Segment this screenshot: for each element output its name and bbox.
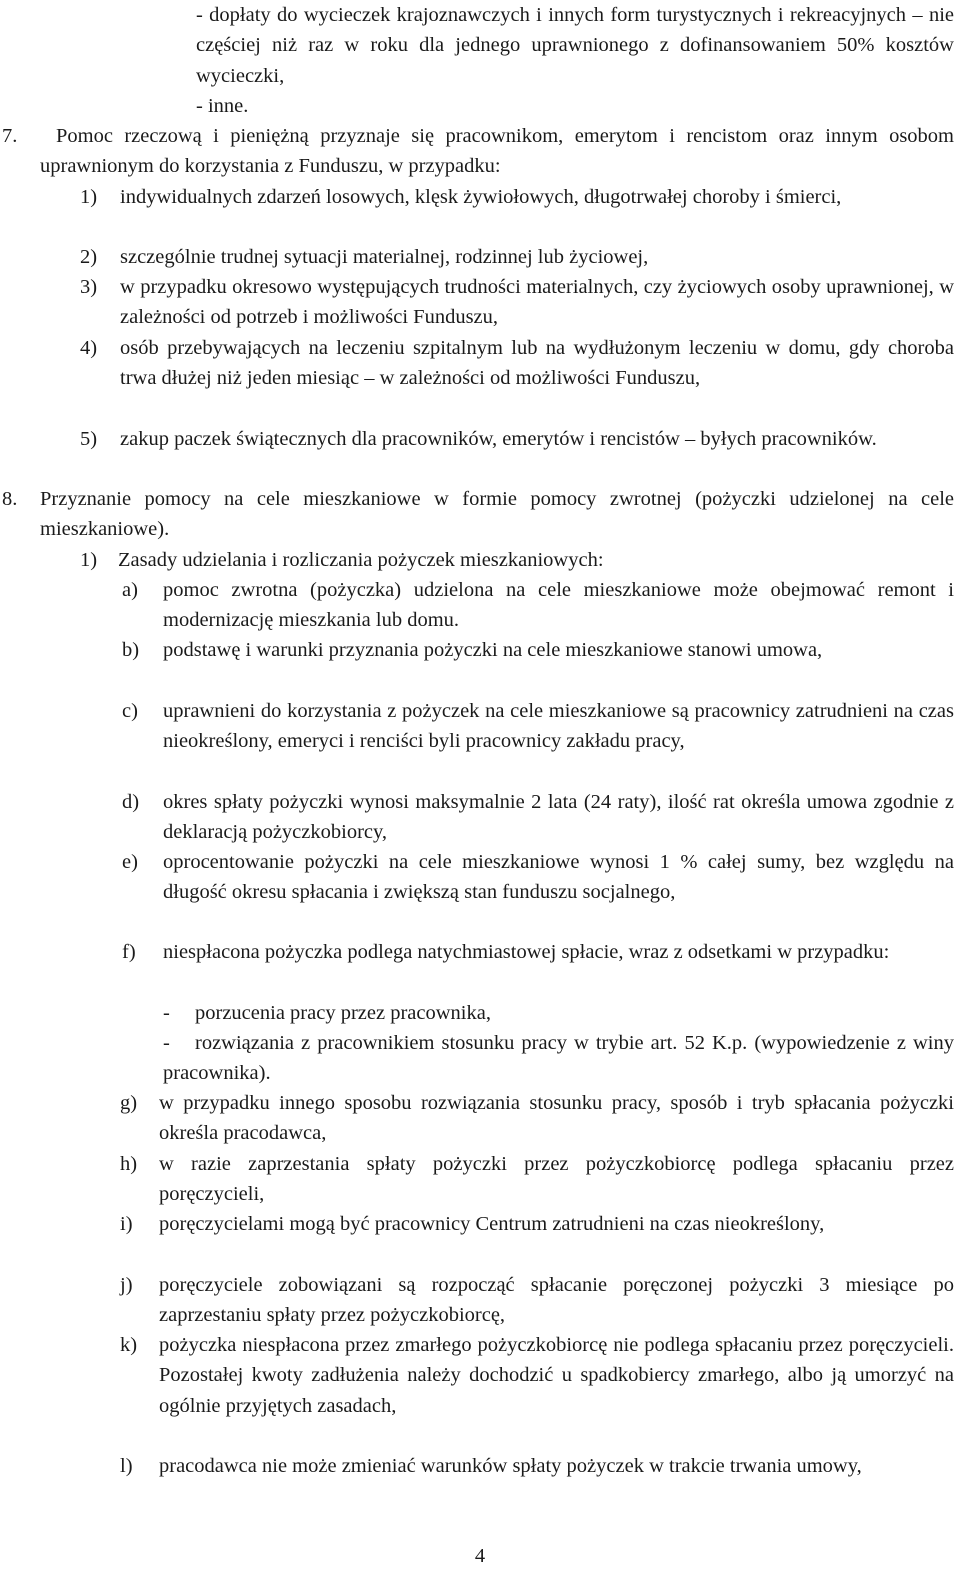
- s8-item-l-letter: l): [120, 1455, 133, 1477]
- s8-item-e: oprocentowanie pożyczki na cele mieszkaniowe wynosi 1 % całej sumy, bez względu na długość okresu spłacania i zwiększą stan funduszu socjalnego,: [163, 851, 954, 904]
- section-8-text: Przyznanie pomocy na cele mieszkaniowe w formie pomocy zwrotnej (pożyczki udzielonej na cele mieszkaniowe).: [40, 488, 954, 541]
- s8-item-c-letter: c): [122, 700, 138, 722]
- s8-item-f-letter: f): [122, 941, 136, 963]
- section-8-number: 8.: [2, 488, 18, 510]
- s8-f-dash-1-text: porzucenia pracy przez pracownika,: [195, 1002, 491, 1024]
- s8-item-d: okres spłaty pożyczki wynosi maksymalnie 2 lata (24 raty), ilość rat określa umowa zgodnie z deklaracją pożyczkobiorcy,: [163, 791, 954, 844]
- s8-item-a-letter: a): [122, 579, 138, 601]
- s8-item-f: niespłacona pożyczka podlega natychmiastowej spłacie, wraz z odsetkami w przypadku:: [163, 941, 890, 963]
- s8-item-j-letter: j): [120, 1274, 133, 1296]
- s8-item-k-letter: k): [120, 1334, 138, 1356]
- list-item-other: - inne.: [196, 95, 249, 117]
- s8-item-j: poręczyciele zobowiązani są rozpocząć spłacanie poręczonej pożyczki 3 miesiące po zaprzestaniu spłaty przez pożyczkobiorcę,: [159, 1274, 954, 1327]
- s8-item-b-letter: b): [122, 639, 140, 661]
- s8-f-dash-2: -: [163, 1032, 170, 1054]
- s8-item-i-letter: i): [120, 1213, 133, 1235]
- s8-item-d-letter: d): [122, 791, 140, 813]
- section-7-number: 7.: [2, 125, 18, 147]
- s8-item-e-letter: e): [122, 851, 138, 873]
- section-7-text: Pomoc rzeczową i pieniężną przyznaje się pracownikom, emerytom i rencistom oraz innym osobom uprawnionym do korzystania z Funduszu, w przypadku:: [40, 125, 954, 178]
- s7-item-2-num: 2): [80, 246, 98, 268]
- s8-item-l: pracodawca nie może zmieniać warunków spłaty pożyczek w trakcie trwania umowy,: [159, 1455, 862, 1477]
- s7-item-1: indywidualnych zdarzeń losowych, klęsk żywiołowych, długotrwałej choroby i śmierci,: [120, 186, 842, 208]
- s7-item-5: zakup paczek świątecznych dla pracowników, emerytów i rencistów – byłych pracowników.: [120, 428, 877, 450]
- s8-f-dash-1: -: [163, 1002, 170, 1024]
- s7-item-1-num: 1): [80, 186, 98, 208]
- s8-item-i: poręczycielami mogą być pracownicy Centrum zatrudnieni na czas nieokreślony,: [159, 1213, 825, 1235]
- s8-item-c: uprawnieni do korzystania z pożyczek na cele mieszkaniowe są pracownicy zatrudnieni na czas nieokreślony, emeryci i renciści byli pracownicy zakładu pracy,: [163, 700, 954, 753]
- s8-sub-1-num: 1): [80, 549, 98, 571]
- s7-item-4-num: 4): [80, 337, 98, 359]
- s7-item-5-num: 5): [80, 428, 98, 450]
- s8-sub-1: Zasady udzielania i rozliczania pożyczek mieszkaniowych:: [118, 549, 604, 571]
- s8-item-h: w razie zaprzestania spłaty pożyczki przez pożyczkobiorcę podlega spłacaniu przez poręczycieli,: [159, 1153, 954, 1206]
- s8-item-k: pożyczka niespłacona przez zmarłego pożyczkobiorcę nie podlega spłacaniu przez poręczycieli. Pozostałej kwoty zadłużenia należy dochodzić u spadkobiercy zmarłego, albo ją umorzyć na ogólnie przyjętych zasadach,: [159, 1334, 954, 1417]
- s8-item-g: w przypadku innego sposobu rozwiązania stosunku pracy, sposób i tryb spłacania pożyczki określa pracodawca,: [159, 1092, 954, 1145]
- page-number: 4: [474, 1545, 486, 1567]
- s8-item-b: podstawę i warunki przyznania pożyczki na cele mieszkaniowe stanowi umowa,: [163, 639, 823, 661]
- s7-item-2: szczególnie trudnej sytuacji materialnej, rodzinnej lub życiowej,: [120, 246, 649, 268]
- s7-item-3: w przypadku okresowo występujących trudności materialnych, czy życiowych osoby uprawnionej, w zależności od potrzeb i możliwości Funduszu,: [120, 276, 954, 329]
- s8-item-g-letter: g): [120, 1092, 138, 1114]
- s8-item-h-letter: h): [120, 1153, 138, 1175]
- s8-item-a: pomoc zwrotna (pożyczka) udzielona na cele mieszkaniowe może obejmować remont i modernizację mieszkania lub domu.: [163, 579, 954, 632]
- s8-f-dash-2-text: rozwiązania z pracownikiem stosunku pracy w trybie art. 52 K.p. (wypowiedzenie z winy pracownika).: [163, 1032, 954, 1085]
- s7-item-3-num: 3): [80, 276, 98, 298]
- s7-item-4: osób przebywających na leczeniu szpitalnym lub na wydłużonym leczeniu w domu, gdy choroba trwa dłużej niż jeden miesiąc – w zależności od możliwości Funduszu,: [120, 337, 954, 390]
- list-item-trips: - dopłaty do wycieczek krajoznawczych i innych form turystycznych i rekreacyjnych – nie częściej niż raz w roku dla jednego uprawnionego z dofinansowaniem 50% kosztów wycieczki,: [196, 4, 954, 87]
